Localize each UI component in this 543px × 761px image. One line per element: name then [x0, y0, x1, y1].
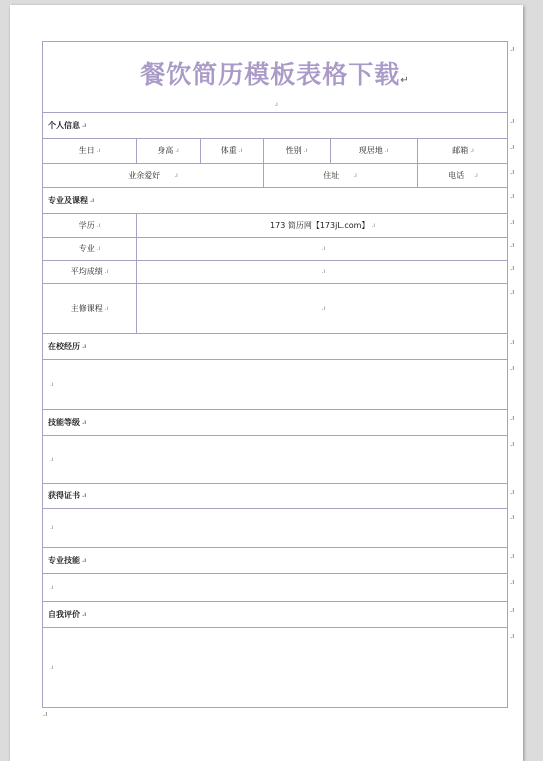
field-residence[interactable]: 现居地 .ı	[358, 146, 389, 155]
row-end-mark: .ı	[510, 488, 515, 496]
value-gpa[interactable]: .ı	[321, 268, 326, 275]
content-certificates[interactable]: .ı	[50, 524, 54, 531]
label-gpa[interactable]: 平均成绩 .ı	[70, 267, 109, 276]
row-end-mark: .ı	[510, 241, 515, 249]
label-education[interactable]: 学历 .ı	[78, 220, 101, 230]
content-school-experience[interactable]: .ı	[50, 380, 54, 388]
content-skill-level[interactable]: .ı	[50, 455, 54, 463]
row-end-mark: .ı	[510, 606, 515, 614]
value-education[interactable]: 173 简历网【173jL.com】 .ı	[270, 220, 375, 230]
resume-table	[42, 41, 508, 708]
label-main-courses[interactable]: 主修课程 .ı	[70, 303, 109, 313]
value-main-courses[interactable]: .ı	[321, 304, 326, 312]
trailing-paragraph-mark[interactable]: .ı	[43, 710, 48, 718]
field-birthday[interactable]: 生日 .ı	[78, 146, 101, 155]
row-end-mark: .ı	[510, 218, 515, 226]
field-weight[interactable]: 体重 .ı	[220, 146, 243, 155]
row-end-mark: .ı	[510, 192, 515, 200]
row-end-mark: .ı	[510, 440, 515, 448]
content-professional-skills[interactable]: .ı	[50, 583, 54, 591]
field-hobbies[interactable]: 业余爱好 .ı	[128, 170, 178, 180]
row-end-mark: .ı	[510, 264, 515, 272]
label-major[interactable]: 专业 .ı	[78, 244, 101, 253]
section-major-courses[interactable]: 专业及课程 .ı	[48, 195, 95, 205]
row-end-mark: .ı	[510, 288, 515, 296]
document-page	[10, 5, 523, 761]
field-gender[interactable]: 性别 .ı	[285, 146, 308, 155]
row-end-mark: .ı	[510, 117, 515, 125]
row-end-mark: .ı	[510, 552, 515, 560]
section-personal[interactable]: 个人信息 .ı	[48, 120, 87, 130]
title-empty-paragraph[interactable]: .ı	[274, 100, 278, 108]
row-end-mark: .ı	[510, 364, 515, 372]
document-title[interactable]	[43, 52, 507, 94]
section-skill-level[interactable]: 技能等级 .ı	[48, 417, 87, 427]
row-end-mark: .ı	[510, 338, 515, 346]
row-end-mark: .ı	[510, 632, 515, 640]
content-self-evaluation[interactable]: .ı	[50, 663, 54, 671]
row-end-mark: .ı	[510, 168, 515, 176]
value-major[interactable]: .ı	[321, 245, 326, 252]
field-phone[interactable]: 电话 .ı	[448, 170, 478, 180]
field-email[interactable]: 邮箱 .ı	[452, 146, 474, 155]
row-end-mark: .ı	[510, 45, 515, 53]
section-self-evaluation[interactable]: 自我评价 .ı	[48, 609, 87, 619]
row-end-mark: .ı	[510, 578, 515, 586]
title-text: 餐饮简历模板表格下载	[140, 60, 401, 89]
section-professional-skills[interactable]: 专业技能 .ı	[48, 555, 87, 565]
field-address[interactable]: 住址 .ı	[323, 170, 357, 180]
section-school-experience[interactable]: 在校经历 .ı	[48, 341, 87, 351]
field-height[interactable]: 身高 .ı	[157, 146, 179, 155]
row-end-mark: .ı	[510, 414, 515, 422]
paragraph-mark: ↵	[400, 75, 410, 86]
section-certificates[interactable]: 获得证书 .ı	[48, 491, 87, 500]
row-end-mark: .ı	[510, 513, 515, 521]
row-end-mark: .ı	[510, 143, 515, 151]
